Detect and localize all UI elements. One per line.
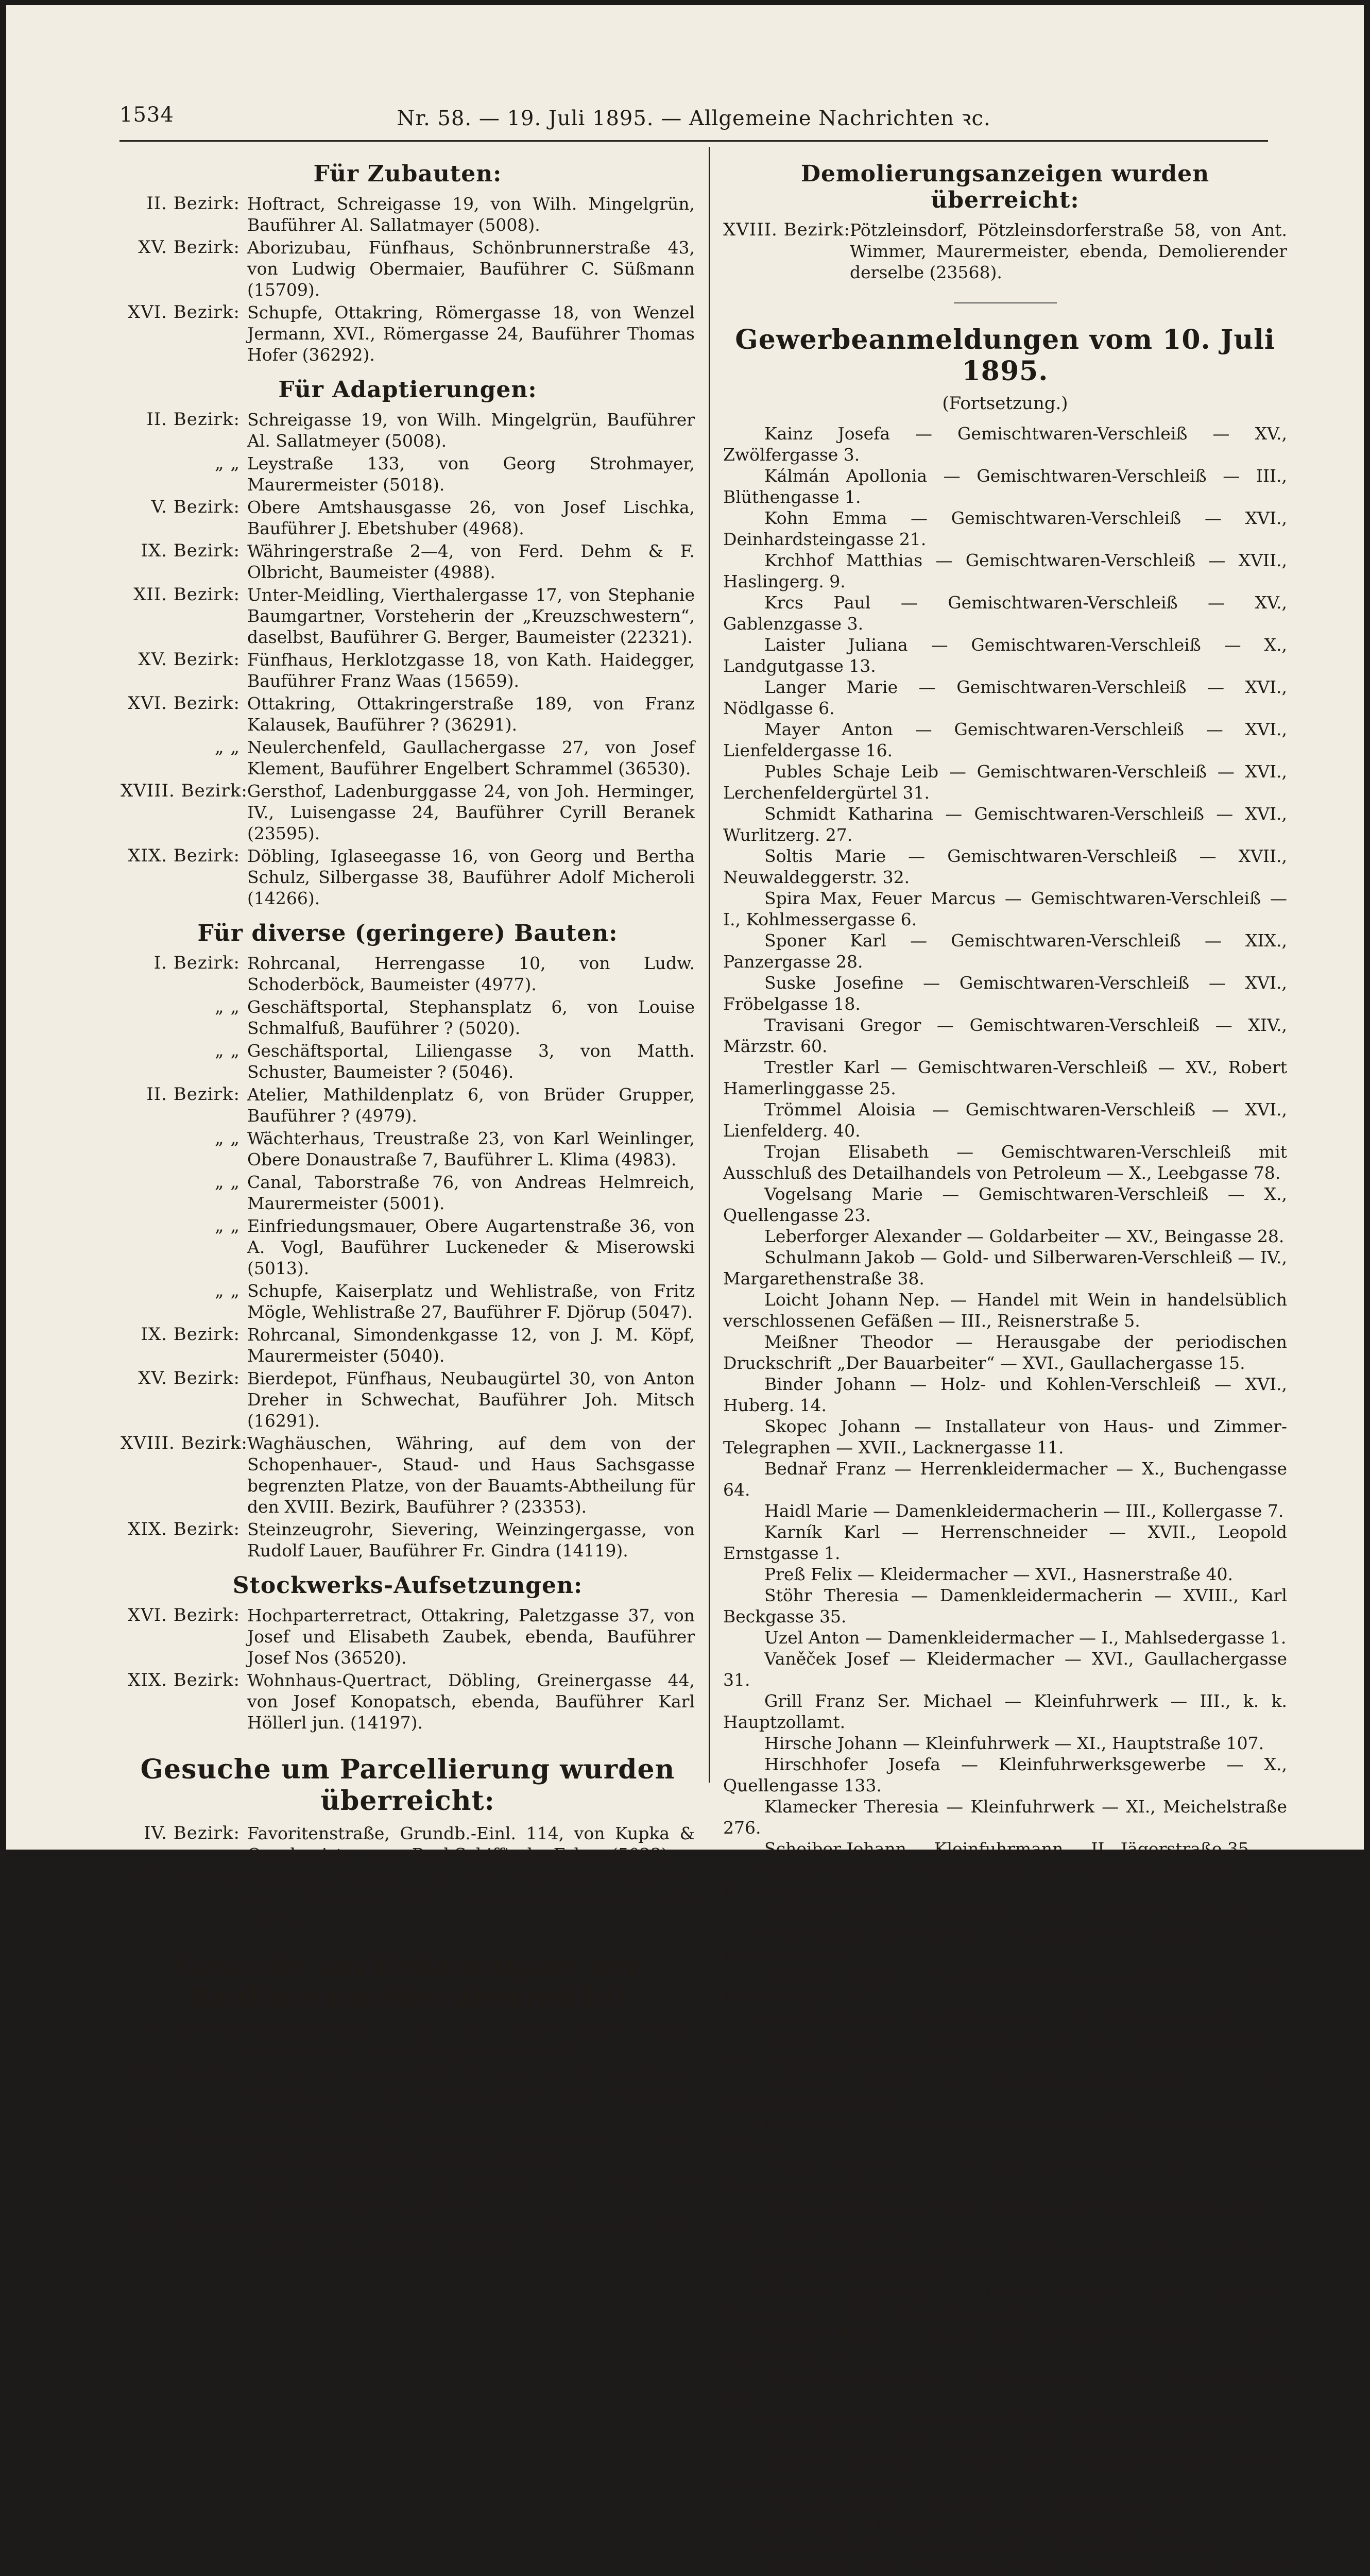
list-item: Soltis Marie — Gemischtwaren-Verschleiß — XVII., Neuwaldeggerstr. 32.: [723, 846, 1287, 887]
list-item: Binder Johann — Holz- und Kohlen-Verschleiß — XVI., Huberg. 14.: [723, 1374, 1287, 1415]
entry-district: XV. Bezirk:: [138, 649, 240, 670]
entry-text: Fünfhaus, Herklotzgasse 18, von Kath. Haidegger, Bauführer Franz Waas (15659).: [247, 650, 695, 691]
entry-district: II. Bezirk:: [146, 409, 240, 430]
entry-text: Einfriedungsmauer, Obere Augartenstraße 36, von A. Vogl, Bauführer Luckeneder & Miserowski (5013).: [247, 1216, 695, 1278]
entry-district: „ „: [214, 1215, 240, 1236]
list-item: Schwab Johann — Musiker — X., Gellertgasse 5.: [764, 2494, 1182, 2514]
section-entries: [121, 953, 695, 1561]
list-item: Stöhr Theresia — Damenkleidermacherin — XVIII., Karl Beckgasse 35.: [723, 1585, 1287, 1626]
entry-text: Unter-Meidling, Vierthalergasse 17, von Stephanie Baumgartner, Vorsteherin der „Kreuzschwestern“, daselbst, Bauführer G. Berger, Baumeister (22321).: [247, 585, 695, 647]
list-item: Kálmán Apollonia — Gemischtwaren-Verschleiß — III., Blüthengasse 1.: [723, 466, 1287, 507]
list-item: Freund David — Papierhandel — XVI., Baldiagasse 2.: [764, 2536, 1224, 2556]
list-item: Haidl Marie — Damenkleidermacherin — III., Kollergasse 7.: [764, 1501, 1284, 1521]
entry-text: Obere Amtshausgasse 26, von Josef Lischka, Bauführer J. Ebetshuber (4968).: [247, 497, 695, 538]
list-item: Meißner Theodor — Herausgabe der periodischen Druckschrift „Der Bauarbeiter“ — XVI., Gaullachergasse 15.: [723, 1332, 1287, 1373]
list-item: Skopec Johann — Installateur von Haus- und Zimmer-Telegraphen — XVII., Lacknergasse 11.: [723, 1416, 1287, 1458]
list-item: Loicht Johann Nep. — Handel mit Wein in handelsüblich verschlossenen Gefäßen — III., Reisnerstraße 5.: [723, 1290, 1287, 1331]
list-item: Sponer Karl — Gemischtwaren-Verschleiß — XIX., Panzergasse 28.: [723, 930, 1287, 972]
entry-text: Favoritenstraße, Grundb.-Einl. 114, von Kupka & Orgelmeister, noe. Paul Schiff'sche Erben (5023).: [247, 1823, 695, 1865]
section-entries: [121, 1605, 695, 1733]
newspaper-page: [6, 5, 1364, 2576]
list-item: Stöger Marie — Marktvictualien-Verschleiß — XVI., Brunnengasse, Markt.: [723, 2156, 1287, 2197]
list-item: Trojan Elisabeth — Gemischtwaren-Verschleiß mit Ausschluß des Detailhandels von Petroleum — X., Leebgasse 78.: [723, 1142, 1287, 1183]
list-item: Förster Katharina — Milch-, Gebäck- und Canditen-Verschleiß — XVII., Hauptstraße 79.: [723, 2282, 1287, 2324]
section-heading: Gesuche um Bekanntgabe der Baulinie wurden überreicht:: [175, 1951, 640, 2013]
list-item: Hirsche Johann — Kleinfuhrwerk — XI., Hauptstraße 107.: [764, 1733, 1264, 1753]
list-item: Hirschhofer Josefa — Kleinfuhrwerksgewerbe — X., Quellengasse 133.: [723, 1754, 1287, 1795]
running-title: Nr. 58. — 19. Juli 1895. — Allgemeine Nachrichten ꝛc.: [397, 107, 991, 130]
section-entries: [121, 193, 695, 365]
entry-text: Hochparterretract, Ottakring, Paletzgasse 37, von Josef und Elisabeth Zaubek, ebenda, Bauführer Josef Nos (36520).: [247, 1605, 695, 1668]
list-item: Berger Marie — Marktvictualien- und Geflügelhandel — XVI., Brunnengasse, Markt.: [723, 2029, 1287, 2070]
entry-district: XII. Bezirk:: [133, 584, 240, 605]
list-item: Mayer Anton — Gemischtwaren-Verschleiß — XVI., Lienfeldergasse 16.: [723, 719, 1287, 760]
entry-district: XVI. Bezirk:: [127, 2128, 240, 2149]
entry-text: Pötzleinsdorf, Pötzleinsdorferstraße 58, von Ant. Wimmer, Maurermeister, ebenda, Demolierender derselbe (23568).: [850, 220, 1287, 282]
list-item: Weidlich Johann — Ledergalanteriewaren-Erzeuger — XVI., Brunnengasse 35.: [723, 1965, 1287, 2007]
list-item: Sindler Theresia — Milch- und Gebäckverschleiß — IV., Schaumburggasse 13.: [723, 2451, 1287, 2493]
entry-district: „ „: [214, 1040, 240, 1061]
list-item: Vaněček Josef — Kleidermacher — XVI., Gaullachergasse 31.: [723, 1649, 1287, 1690]
list-item: Krcs Paul — Gemischtwaren-Verschleiß — XV., Gablenzgasse 3.: [723, 592, 1287, 634]
entry-text: Neulerchenfeld, Gaullachergasse 27, von Josef Klement, Bauführer Engelbert Schrammel (36530).: [247, 737, 695, 778]
entry-district: XIX. Bezirk:: [128, 1519, 240, 1539]
entry-text: Schupfe, Kaiserplatz und Wehlistraße, von Fritz Mögle, Wehlistraße 27, Bauführer F. Djörup (5047).: [247, 1281, 695, 1322]
entry-district: XV. Bezirk:: [138, 1368, 240, 1388]
list-item: Levstik Georg — Marktfierantie — III., Gärtnergasse 8.: [764, 2008, 1241, 2028]
entry-text: Schreigasse 19, von Wilh. Mingelgrün, Bauführer Al. Sallatmeyer (5008).: [247, 410, 695, 451]
list-item: Klamecker Theresia — Milchmeierei — XI., Meichelstraße 276.: [723, 2367, 1287, 2408]
list-item: Pröstl Johann — Milch-Verschleiß — XVI., Thaliastraße 13.: [764, 2409, 1269, 2429]
entry-district: II. Bezirk:: [146, 1084, 240, 1105]
section-separator: [954, 302, 1057, 303]
entry-district: I. Bezirk:: [153, 953, 240, 973]
entry-text: Döbling, Iglaseegasse 16, von Georg und Bertha Schulz, Silbergasse 38, Bauführer Adolf Micheroli (14266).: [247, 846, 695, 908]
entry-district: IX. Bezirk:: [141, 1324, 240, 1345]
trade-registrations-heading: Gewerbeanmeldungen vom 10. Juli 1895.: [735, 324, 1275, 387]
entry-district: XV. Bezirk:: [138, 2063, 240, 2084]
list-item: Hampe Rudolf — Kleinhandel mit Brennholz, Kohlen ꝛc. — IV., Hauptstraße 83.: [723, 1860, 1287, 1901]
entry-district: „ „: [214, 737, 240, 757]
list-item: Leberforger Alexander — Goldarbeiter — XV., Beingasse 28.: [764, 1226, 1285, 1246]
list-item: Travisani Gregor — Gemischtwaren-Verschleiß — XIV., Märzstr. 60.: [723, 1015, 1287, 1056]
continuation-note: (Fortsetzung.): [942, 393, 1068, 414]
entry-district: XV. Bezirk:: [138, 237, 240, 258]
list-item: Csulena Marie — Marktvictualienhandel — IV., Kärnthnerthormarkt.: [723, 2071, 1287, 2112]
list-item: Goldenberg Hildegarde — Kurzwaren-Verschleiß — XVI., Brunneng. 66.: [723, 1923, 1287, 1964]
entry-text: Einsiedlerplatz 16, von Josef und Marie Röhrenböck, Einsiedlergasse 60 (4981).: [247, 2020, 695, 2061]
section-heading: Stockwerks-Aufsetzungen:: [232, 1572, 583, 1599]
list-item: Novotni Wenzel — Kürschner — XVI., Liebhartsgasse 25.: [764, 1902, 1256, 1922]
list-item: Karník Karl — Herrenschneider — XVII., Leopold Ernstgasse 1.: [723, 1522, 1287, 1563]
section-entries: [121, 2020, 695, 2258]
entry-text: Geschäftsportal, Liliengasse 3, von Matth. Schuster, Baumeister ? (5046).: [247, 1041, 695, 1082]
entry-text: Waghäuschen, Währing, auf dem von der Schopenhauer-, Staud- und Haus Sachsgasse begrenzten Platze, von der Bauamts-Abtheilung für den XVIII. Bezirk, Bauführer ? (23353).: [247, 1433, 695, 1517]
list-item: Klamecker Theresia — Kleinfuhrwerk — XI., Meichelstraße 276.: [723, 1797, 1287, 1838]
entry-text: Schupfe, Ottakring, Römergasse 18, von Wenzel Jermann, XVI., Römergasse 24, Bauführer Thomas Hofer (36292).: [247, 302, 695, 365]
entry-district: „ „: [214, 996, 240, 1017]
entry-district: XII. Bezirk:: [133, 1867, 240, 1887]
entry-text: Währingerstraße 2—4, von Ferd. Dehm & F. Olbricht, Baumeister (4988).: [247, 541, 695, 582]
list-item: Bednař Franz — Herrenkleidermacher — X., Buchengasse 64.: [723, 1459, 1287, 1500]
page-number: 1534: [119, 103, 174, 127]
right-column: [723, 149, 1287, 2576]
entry-district: „ „: [214, 1280, 240, 1301]
entry-text: Canal, Taborstraße 76, von Andreas Helmreich, Maurermeister (5001).: [247, 1172, 695, 1213]
section-heading: Gesuche um Parcellierung wurden überreicht:: [140, 1754, 675, 1817]
list-item: Laister Juliana — Gemischtwaren-Verschleiß — X., Landgutgasse 13.: [723, 635, 1287, 676]
entry-district: XVIII. Bezirk:: [121, 781, 248, 801]
entry-district: V. Bezirk:: [151, 2020, 240, 2040]
left-column: [121, 149, 695, 2258]
entry-district: XIX. Bezirk:: [128, 2216, 240, 2236]
column-divider: [709, 147, 710, 1783]
demolition-heading: Demolierungsanzeigen wurden überreicht:: [800, 161, 1210, 213]
list-item: Spira Max, Feuer Marcus — Gemischtwaren-Verschleiß — I., Kohlmessergasse 6.: [723, 888, 1287, 929]
entry-district: XVI. Bezirk:: [127, 1605, 240, 1625]
entry-text: Hoftract, Schreigasse 19, von Wilh. Mingelgrün, Bauführer Al. Sallatmayer (5008).: [247, 194, 695, 235]
entry-district: IX. Bezirk:: [141, 540, 240, 561]
entry-district: XVIII. Bezirk:: [121, 1433, 248, 1453]
entry-district: XIX. Bezirk:: [128, 845, 240, 866]
entry-text: Wohnhaus-Quertract, Döbling, Greinergasse 44, von Josef Konopatsch, ebenda, Bauführer Karl Höllerl jun. (14197).: [247, 1670, 695, 1733]
list-item: Publes Schaje Leib — Gemischtwaren-Verschleiß — XVI., Lerchenfeldergürtel 31.: [723, 761, 1287, 803]
entry-text: Ottakring, Ottakringerstraße 189, von Franz Kalausek, Bauführer ? (36291).: [247, 693, 695, 735]
list-item: Grill Franz Ser. Michael — Kleinfuhrwerk — III., k. k. Hauptzollamt.: [723, 1691, 1287, 1732]
entry-text: Leystraße 133, von Georg Strohmayer, Maurermeister (5018).: [247, 453, 695, 495]
entry-text: Ober-Döbling, Gymnasiumstraße 89, Einl.-Z. 274, von Joh. Oesterreicher (13905).: [247, 2216, 695, 2258]
demolition-entries: [723, 219, 1287, 283]
list-item: Trestler Karl — Gemischtwaren-Verschleiß — XV., Robert Hamerlinggasse 25.: [723, 1057, 1287, 1098]
section-heading: Für Zubauten:: [313, 161, 502, 187]
entry-text: Geschäftsportal, Stephansplatz 6, von Louise Schmalfuß, Bauführer ? (5020).: [247, 997, 695, 1038]
entry-text: Atelier, Mathildenplatz 6, von Brüder Grupper, Bauführer ? (4979).: [247, 1084, 695, 1126]
entry-district: XIX. Bezirk:: [128, 1670, 240, 1690]
header-rule: [119, 140, 1268, 142]
entry-district: II. Bezirk:: [146, 193, 240, 214]
list-item: Schulmann Jakob — Gold- und Silberwaren-Verschleiß — IV., Margarethenstraße 38.: [723, 1247, 1287, 1289]
entry-district: „ „: [214, 1128, 240, 1148]
entry-district: „ „: [214, 453, 240, 473]
section-entries: [121, 1823, 695, 1930]
entry-text: Neubau, Hernals, Nattergasse, von Ignaz und Gustav Felasberg (26049).: [247, 2173, 695, 2214]
list-item: Löhlein Andreas — Mehl-, Grieß- und Canditen-Verschleiß — XVII., Blumengasse 30.: [723, 2198, 1287, 2239]
entry-text: Rohrcanal, Herrengasse 10, von Ludw. Schoderböck, Baumeister (4977).: [247, 953, 695, 994]
list-item: Mark Julie — Marktvictualienhandel — XVI., Brunnengasse, Markt.: [723, 2113, 1287, 2155]
list-item: Uzel Anton — Damenkleidermacher — I., Mahlsedergasse 1.: [764, 1628, 1287, 1648]
list-item: Scheiber Johann — Kleinfuhrmann — II., Jägerstraße 35.: [764, 1839, 1255, 1859]
entry-text: Rohrcanal, Simondenkgasse 12, von J. M. Köpf, Maurermeister (5040).: [247, 1325, 695, 1366]
entry-district: IV. Bezirk:: [144, 1823, 240, 1843]
trade-registrations-list: [723, 423, 1287, 2576]
entry-district: XVII. Bezirk:: [121, 2172, 241, 2193]
section-entries: [121, 409, 695, 909]
entry-text: Wächterhaus, Treustraße 23, von Karl Weinlinger, Obere Donaustraße 7, Bauführer L. Klima (4983).: [247, 1128, 695, 1170]
section-heading: Für Adaptierungen:: [278, 377, 537, 403]
list-item: Kohn Emma — Gemischtwaren-Verschleiß — XVI., Deinhardsteingasse 21.: [723, 508, 1287, 549]
entry-district: XVI. Bezirk:: [127, 693, 240, 714]
list-item: Bohr Karl — Musiker — X., Himbergerstraße 22.: [764, 2515, 1185, 2535]
entry-text: Bierdepot, Fünfhaus, Neubaugürtel 30, von Anton Dreher in Schwechat, Bauführer Joh. Mitsch (16291).: [247, 1368, 695, 1431]
list-item: Vogelsang Marie — Gemischtwaren-Verschleiß — X., Quellengasse 23.: [723, 1184, 1287, 1225]
list-item: Buchhard Paul, Puchatzky Paul — Pfaidler — I., Hoher: [764, 2557, 1287, 2576]
entry-district: V. Bezirk:: [151, 497, 240, 517]
entry-text: Cat.-Z. 75, Conscr.-Nr. 52, Einl.-Z. 52, Fünfhaus, Thalgasse 3, von Thomas und Marie Schwarz, Hackeng. 19 (15693).: [247, 2064, 695, 2126]
entry-text: Meidling, Grundb.-Einl. 970, von Gustav Moser & Chr. Schmidt, XII., Schönbrunnerstraße 121 (4972).: [247, 1867, 695, 1929]
entry-text: Aborizubau, Fünfhaus, Schönbrunnerstraße 43, von Ludwig Obermaier, Bauführer C. Süßmann (15709).: [247, 238, 695, 300]
list-item: Schmidt Katharina — Gemischtwaren-Verschleiß — XVI., Wurlitzerg. 27.: [723, 804, 1287, 845]
entry-text: Stockaufsetzung, Ottakring, Paletzgasse 37, von Josef und Elisabeth Zaubek (36519).: [247, 2129, 695, 2170]
entry-district: „ „: [214, 1172, 240, 1192]
list-item: Trömmel Aloisia — Gemischtwaren-Verschleiß — XVI., Lienfelderg. 40.: [723, 1099, 1287, 1141]
list-item: Dechant Juliana — Milch-, Gebäck- und Canditen-Verschleiß — XVI., Hasnerstraße 80.: [723, 2240, 1287, 2281]
page-header: [119, 99, 1268, 135]
section-heading: Für diverse (geringere) Bauten:: [197, 920, 618, 946]
list-item: Preß Felix — Kleidermacher — XVI., Hasnerstraße 40.: [764, 1564, 1234, 1584]
list-item: Langer Marie — Gemischtwaren-Verschleiß — XVI., Nödlgasse 6.: [723, 677, 1287, 718]
list-item: Idinger Karl — Milch- und Gebäck-Verschleiß — XVI., Ganstererg. 6.: [723, 2325, 1287, 2366]
entry-district: XVI. Bezirk:: [127, 302, 240, 323]
list-item: Krchhof Matthias — Gemischtwaren-Verschleiß — XVII., Haslingerg. 9.: [723, 550, 1287, 591]
list-item: Kainz Josefa — Gemischtwaren-Verschleiß — XV., Zwölfergasse 3.: [723, 423, 1287, 465]
list-item: Suske Josefine — Gemischtwaren-Verschleiß — XVI., Fröbelgasse 18.: [723, 973, 1287, 1014]
entry-text: Gersthof, Ladenburggasse 24, von Joh. Herminger, IV., Luisengasse 24, Bauführer Cyrill Beranek (23595).: [247, 781, 695, 843]
entry-district: XVIII. Bezirk:: [723, 219, 850, 240]
list-item: Putz Johann — Milchmeier — XVII., Geblergasse 57.: [764, 2430, 1215, 2450]
entry-text: Steinzeugrohr, Sievering, Weinzingergasse, von Rudolf Lauer, Bauführer Fr. Gindra (14119).: [247, 1519, 695, 1561]
